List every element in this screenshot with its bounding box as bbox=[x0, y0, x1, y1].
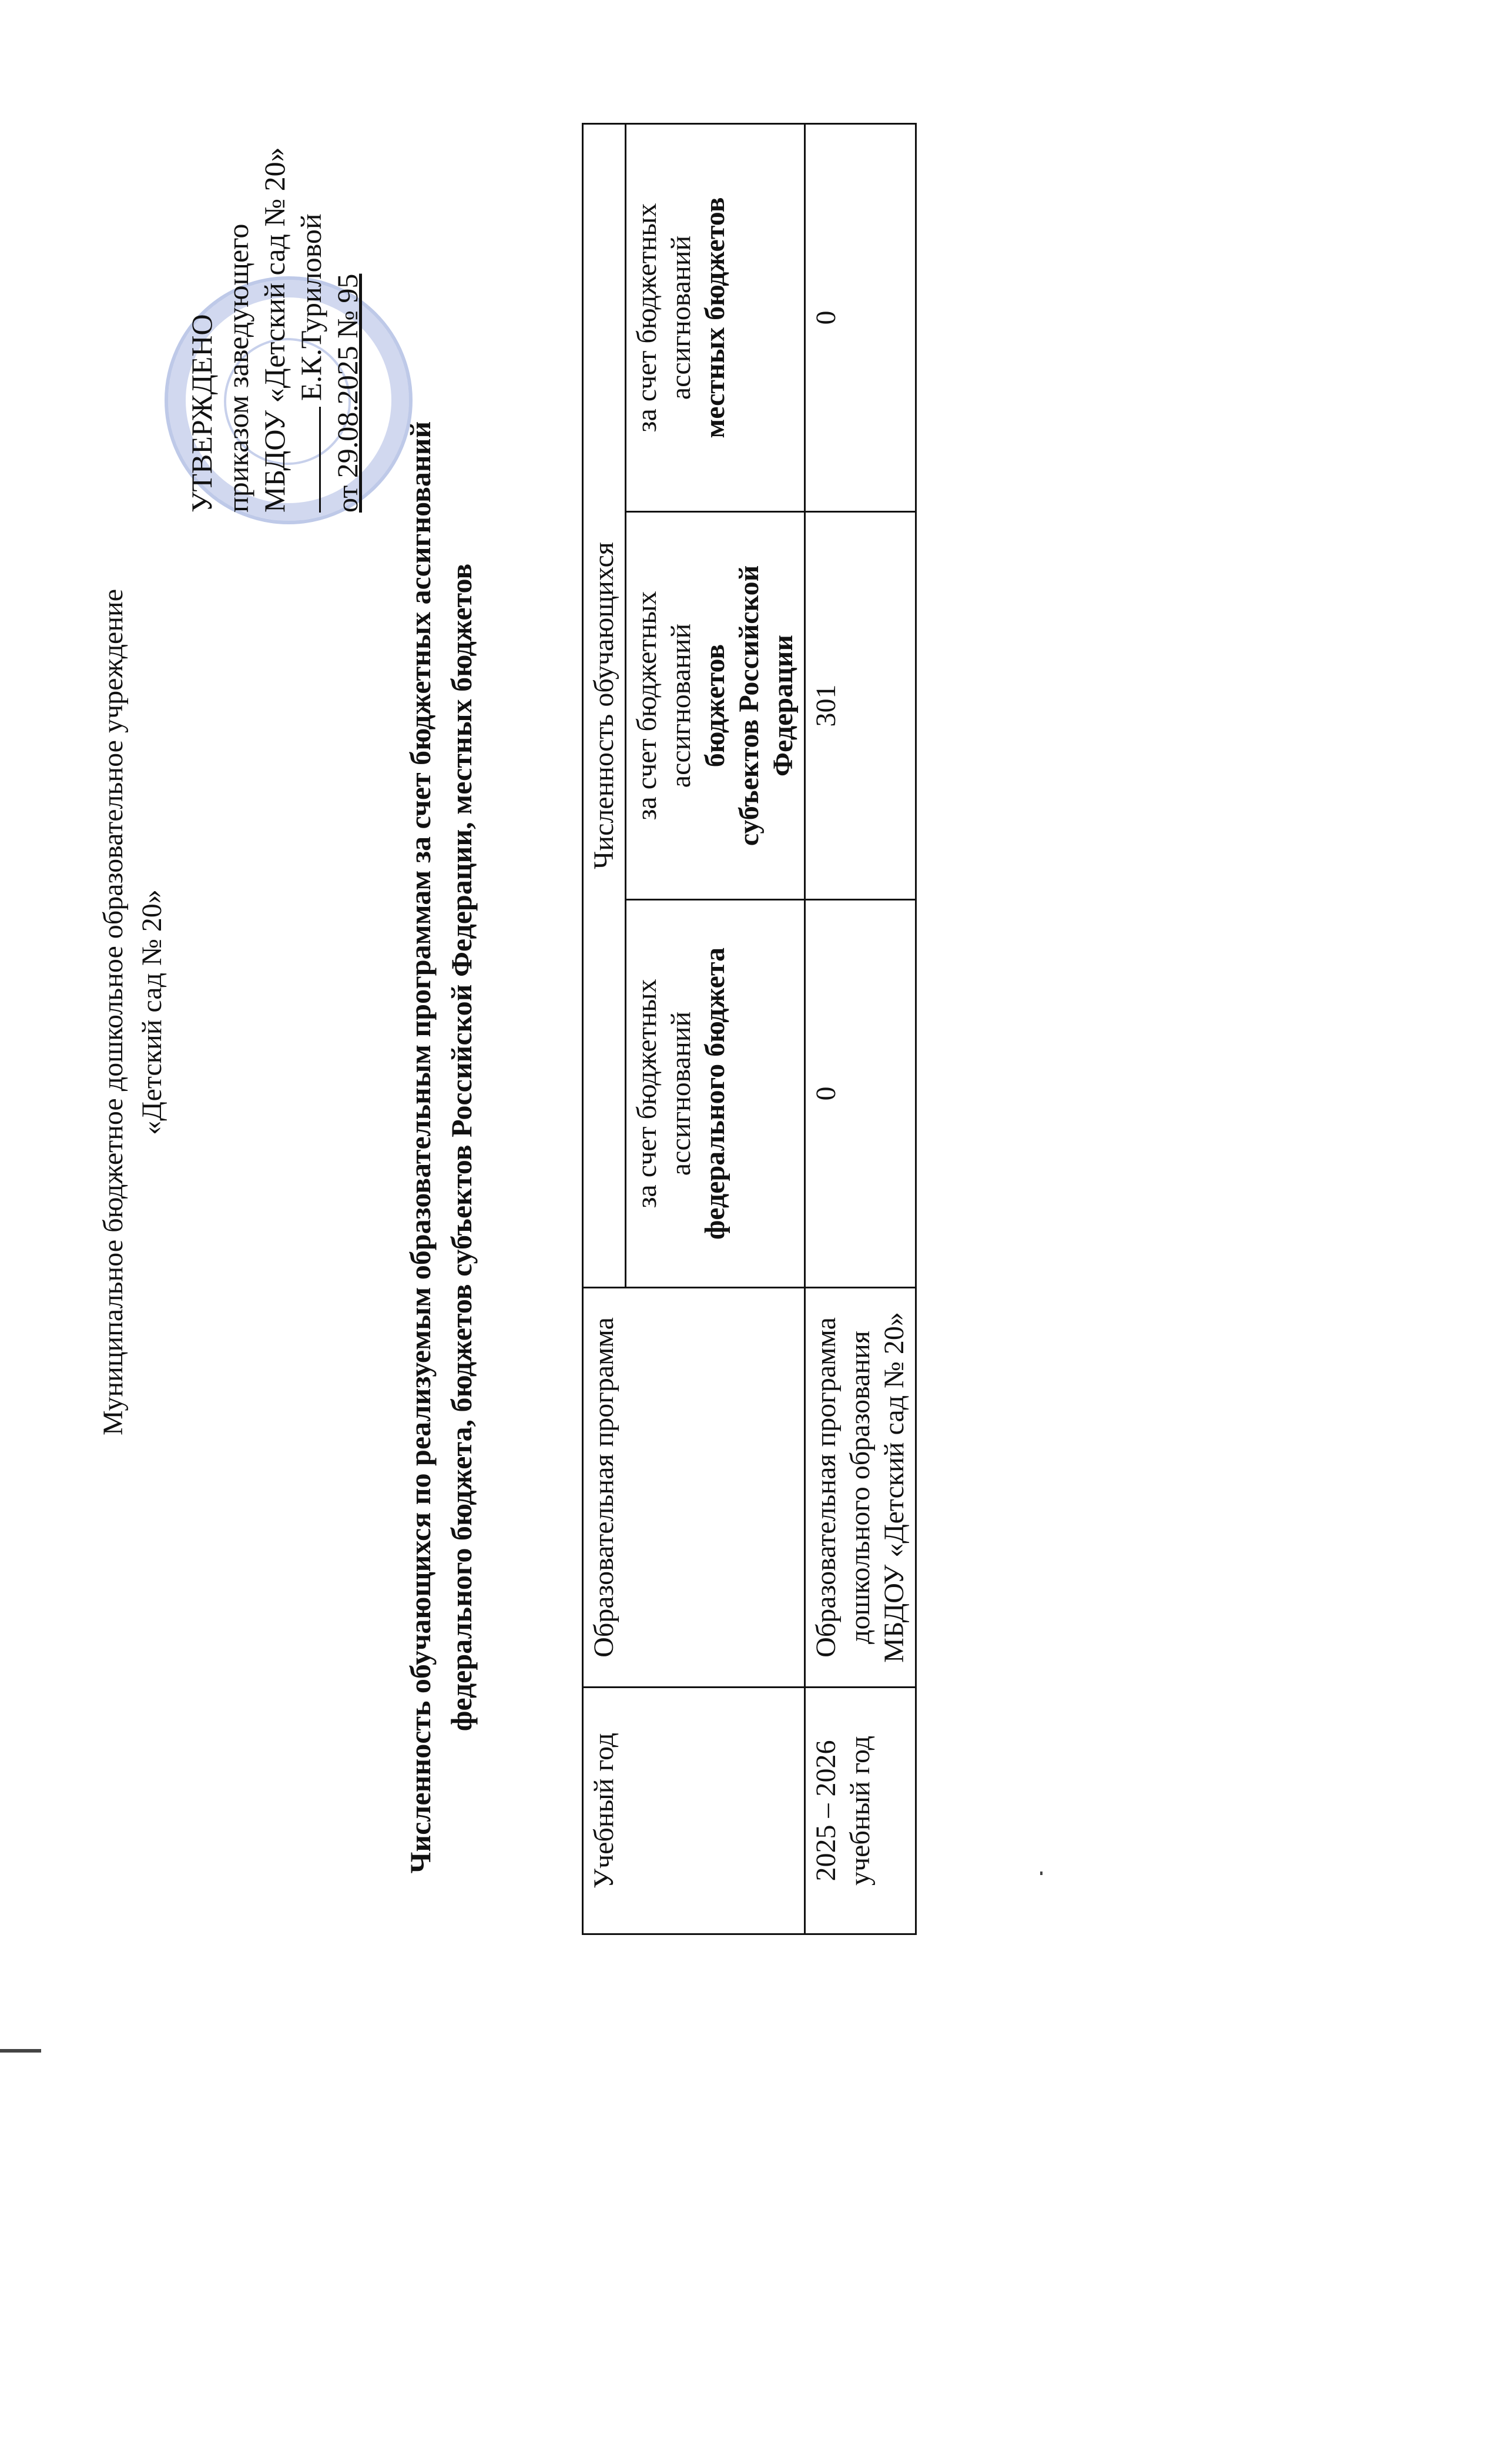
header-regional-plain: за счет бюджетных ассигнований bbox=[631, 591, 696, 821]
header-federal-budget bbox=[626, 900, 805, 1288]
organization-name: Муниципальное бюджетное дошкольное образовательное учреждение bbox=[98, 589, 129, 1435]
cell-federal-count: 0 bbox=[805, 900, 916, 1288]
header-educational-program: Образовательная программа bbox=[583, 1288, 805, 1688]
header-regional-budget bbox=[626, 512, 805, 900]
cell-regional-count: 301 bbox=[805, 512, 916, 900]
cell-local-count: 0 bbox=[805, 123, 916, 511]
header-local-budget bbox=[626, 123, 805, 511]
organization-header bbox=[94, 571, 172, 1453]
scan-speck bbox=[1040, 1872, 1043, 1875]
header-regional-bold-2: субъектов Российской Федерации bbox=[733, 565, 799, 846]
header-regional-bold-1: бюджетов bbox=[699, 644, 730, 768]
document-title-line-1: Численность обучающихся по реализуемым образовательным программам за счет бюджетных ассигнований bbox=[404, 421, 437, 1874]
cell-academic-year: 2025 – 2026 учебный год bbox=[805, 1688, 916, 1934]
header-academic-year: Учебный год bbox=[583, 1688, 805, 1934]
document-title bbox=[400, 207, 482, 2088]
organization-short-name: «Детский сад № 20» bbox=[136, 889, 167, 1135]
approval-block bbox=[183, 136, 366, 513]
signature-line bbox=[319, 407, 321, 513]
table-row bbox=[805, 123, 916, 1934]
cell-educational-program: Образовательная программа дошкольного образования МБДОУ «Детский сад № 20» bbox=[805, 1288, 916, 1688]
header-federal-plain: за счет бюджетных ассигнований bbox=[631, 979, 696, 1208]
header-federal-bold: федерального бюджета bbox=[699, 948, 730, 1240]
approval-institution: МБДОУ «Детский сад № 20» bbox=[258, 147, 291, 513]
scan-edge-mark bbox=[0, 2049, 41, 2053]
students-count-table bbox=[582, 123, 917, 1935]
approval-order-line: приказом заведующего bbox=[222, 223, 254, 513]
document-title-line-2: федерального бюджета, бюджетов субъектов Российской Федерации, местных бюджетов bbox=[445, 563, 478, 1732]
header-students-count: Численность обучающихся bbox=[583, 123, 626, 1287]
approval-signatory: Е.К.Туриловой bbox=[294, 213, 327, 401]
approval-signature-row bbox=[293, 136, 329, 513]
approval-title: УТВЕРЖДЕНО bbox=[185, 314, 218, 513]
header-local-plain: за счет бюджетных ассигнований bbox=[631, 203, 696, 433]
approval-order-number: от 29.08.2025 № 95 bbox=[331, 273, 364, 513]
header-local-bold: местных бюджетов bbox=[699, 197, 730, 438]
table-header-row bbox=[583, 123, 626, 1934]
